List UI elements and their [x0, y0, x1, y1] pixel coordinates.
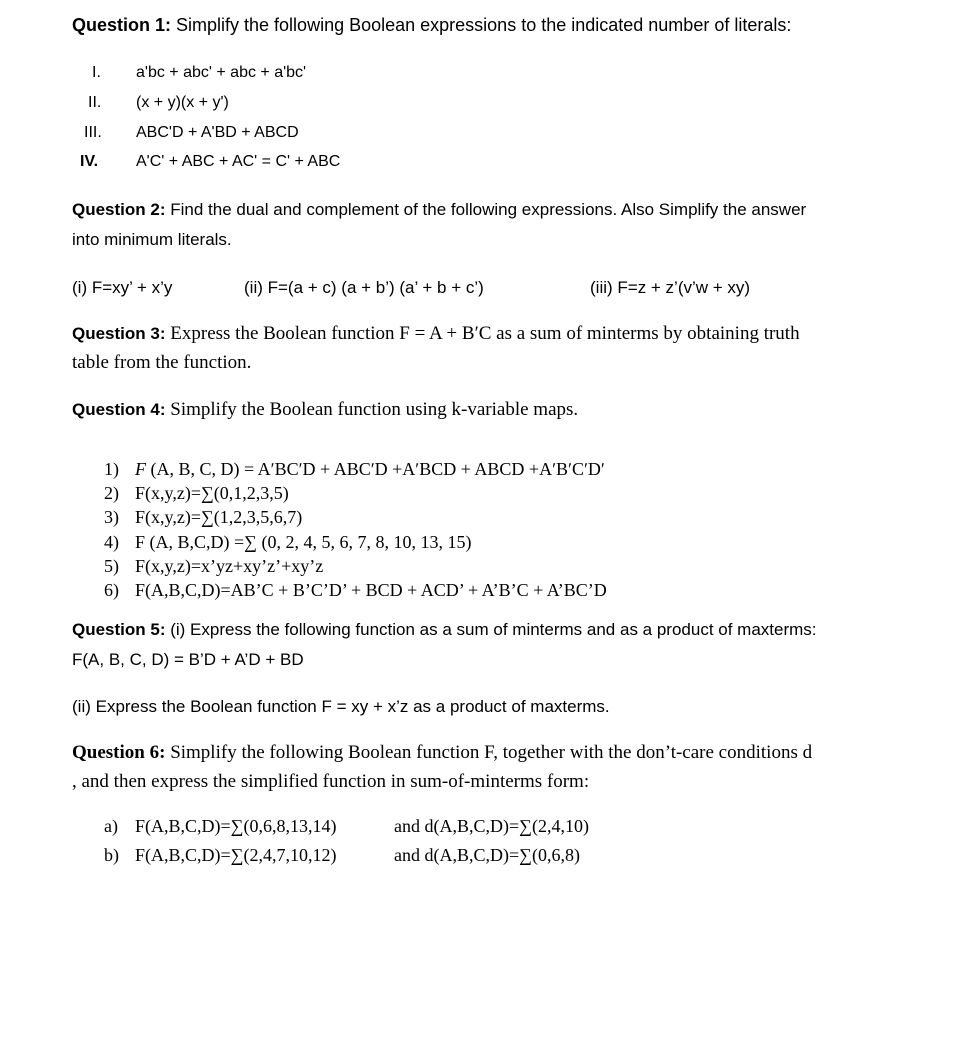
q2-part-ii: (ii) F=(a + c) (a + b’) (a’ + b + c’): [244, 278, 484, 297]
q4-item-2-expr: F(x,y,z)=∑(0,1,2,3,5): [135, 483, 289, 503]
question-5-label: Question 5:: [72, 620, 166, 639]
question-1-heading: [72, 15, 791, 36]
q4-item-5-num: 5): [104, 556, 119, 576]
q4-item-6-expr: F(A,B,C,D)=AB’C + B’C’D’ + BCD + ACD’ + A’B’C + A’BC’D: [135, 580, 607, 600]
question-3-label: Question 3:: [72, 324, 166, 343]
q6-item-a-num: a): [104, 816, 118, 836]
question-5-heading: [72, 620, 817, 640]
q4-item-3-num: 3): [104, 507, 119, 527]
question-1-label: Question 1:: [72, 15, 172, 35]
question-1-text: Simplify the following Boolean expressions to the indicated number of literals:: [171, 15, 792, 35]
q4-item-1-expr: F (A, B, C, D) = AʹBCʹD + ABCʹD +AʹBCD + ABCD +AʹBʹCʹDʹ: [135, 459, 605, 479]
q1-item-3-num: III.: [84, 124, 102, 141]
question-2-label: Question 2:: [72, 200, 166, 219]
question-6-label: Question 6:: [72, 742, 166, 763]
question-6-heading: [72, 742, 812, 764]
q4-item-2-num: 2): [104, 483, 119, 503]
question-2-text-line1: Find the dual and complement of the following expressions. Also Simplify the answer: [165, 200, 807, 219]
question-3-text-line1: Express the Boolean function F = A + BʹC as a sum of minterms by obtaining truth: [165, 323, 800, 344]
q4-item-6-num: 6): [104, 580, 119, 600]
question-4-label: Question 4:: [72, 400, 166, 419]
question-3-text-line2: table from the function.: [72, 352, 252, 373]
q1-item-2-num: II.: [88, 94, 102, 111]
q1-item-4-num: IV.: [80, 153, 99, 170]
question-3-heading: [72, 323, 800, 345]
q6-item-a-d: and d(A,B,C,D)=∑(2,4,10): [394, 816, 589, 836]
q1-item-1-num: I.: [92, 64, 101, 81]
q1-item-2-expr: (x + y)(x + y'): [136, 94, 229, 111]
q4-item-3-expr: F(x,y,z)=∑(1,2,3,5,6,7): [135, 507, 303, 527]
q4-item-1-expr-text: (A, B, C, D) = AʹBCʹD + ABCʹD +AʹBCD + ABCD +AʹBʹCʹDʹ: [146, 459, 605, 479]
q4-item-1-num: 1): [104, 459, 119, 479]
q4-item-4-expr: F (A, B,C,D) =∑ (0, 2, 4, 5, 6, 7, 8, 10, 13, 15): [135, 532, 472, 552]
q4-item-5-expr: F(x,y,z)=x’yz+xy’z’+xy’z: [135, 556, 324, 576]
question-5-part-ii: (ii) Express the Boolean function F = xy + x’z as a product of maxterms.: [72, 697, 610, 716]
q6-item-a-f: F(A,B,C,D)=∑(0,6,8,13,14): [135, 816, 337, 836]
q1-item-4-expr: A'C' + ABC + AC' = C' + ABC: [136, 153, 341, 170]
q6-item-b-d: and d(A,B,C,D)=∑(0,6,8): [394, 845, 580, 865]
question-2-text-line2: into minimum literals.: [72, 230, 232, 249]
q2-part-iii: (iii) F=z + z’(v’w + xy): [590, 278, 751, 297]
question-4-heading: [72, 399, 578, 421]
q2-part-i: (i) F=xy’ + x’y: [72, 278, 173, 297]
question-6-text-line1: Simplify the following Boolean function F, together with the don’t-care conditions d: [165, 742, 813, 763]
question-5-text-line1: (i) Express the following function as a sum of minterms and as a product of maxterms:: [165, 620, 817, 639]
q4-item-4-num: 4): [104, 532, 119, 552]
q6-item-b-f: F(A,B,C,D)=∑(2,4,7,10,12): [135, 845, 337, 865]
question-6-text-line2: , and then express the simplified function in sum-of-minterms form:: [72, 771, 590, 792]
question-2-heading: [72, 200, 806, 220]
q1-item-1-expr: a'bc + abc' + abc + a'bc': [136, 64, 307, 81]
question-4-text: Simplify the Boolean function using k-variable maps.: [165, 399, 579, 420]
q6-item-b-num: b): [104, 845, 119, 865]
question-5-text-line2: F(A, B, C, D) = B’D + A’D + BD: [72, 650, 304, 669]
q1-item-3-expr: ABC'D + A'BD + ABCD: [136, 124, 299, 141]
